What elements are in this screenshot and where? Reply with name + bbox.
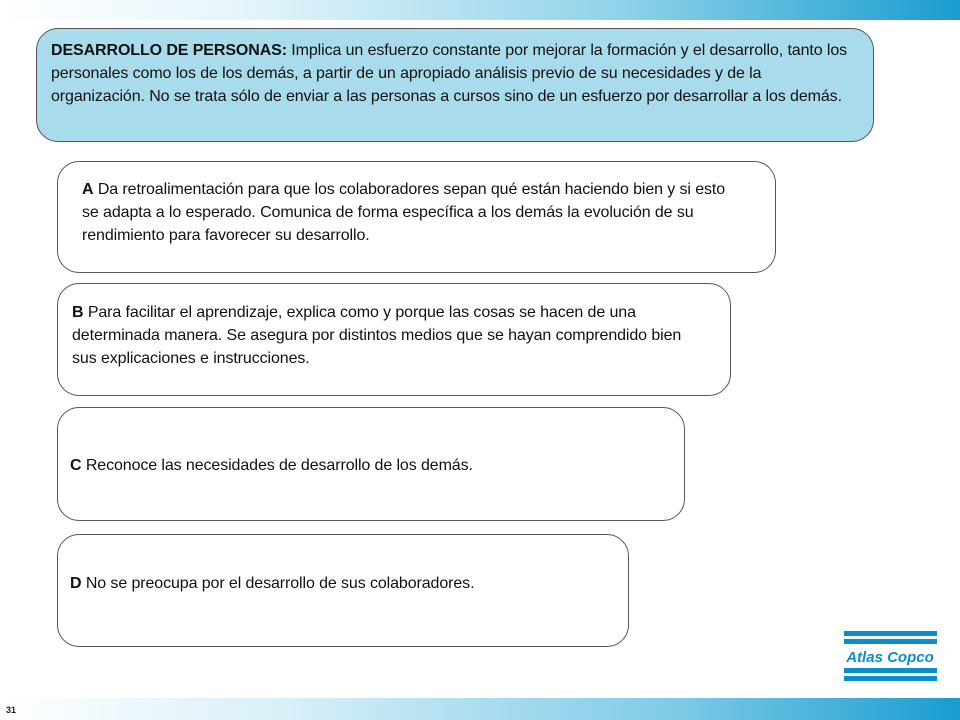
level-a-text: Da retroalimentación para que los colaboradores sepan qué están haciendo bien y si esto se adapta a lo esperado. Comunica de forma específica a los demás la evolución de su rendimiento para favorecer su desarrollo. (82, 181, 726, 244)
level-c-letter: C (70, 457, 82, 474)
definition-text: Implica un esfuerzo constante por mejorar la formación y el desarrollo, tanto los personales como los de los demás, a partir de un apropiado análisis previo de su necesidades y de la organización. No se trata sólo de enviar a las personas a cursos sino de un esfuerzo por desarrollar a los demás. (51, 42, 848, 105)
level-b-letter: B (72, 304, 84, 321)
bottom-decorative-bar (0, 698, 960, 720)
level-d-letter: D (70, 575, 82, 592)
atlas-copco-logo (844, 631, 937, 681)
level-a-box (57, 161, 776, 273)
definition-title: DESARROLLO DE PERSONAS: (51, 42, 287, 59)
logo-graphic (844, 631, 937, 681)
level-b-box (57, 283, 731, 396)
logo-text: Atlas Copco (846, 649, 934, 666)
top-decorative-bar (0, 0, 960, 20)
definition-box (36, 28, 874, 142)
level-b-text: Para facilitar el aprendizaje, explica como y porque las cosas se hacen de una determinada manera. Se asegura por distintos medios que se hayan comprendido bien sus explicaciones e instrucciones. (72, 304, 682, 367)
level-c-box (57, 407, 685, 521)
page-number: 31 (6, 705, 17, 715)
level-d-text: No se preocupa por el desarrollo de sus colaboradores. (81, 575, 475, 592)
level-d-box (57, 534, 629, 647)
level-c-text: Reconoce las necesidades de desarrollo de los demás. (81, 457, 473, 474)
level-a-letter: A (82, 181, 94, 198)
